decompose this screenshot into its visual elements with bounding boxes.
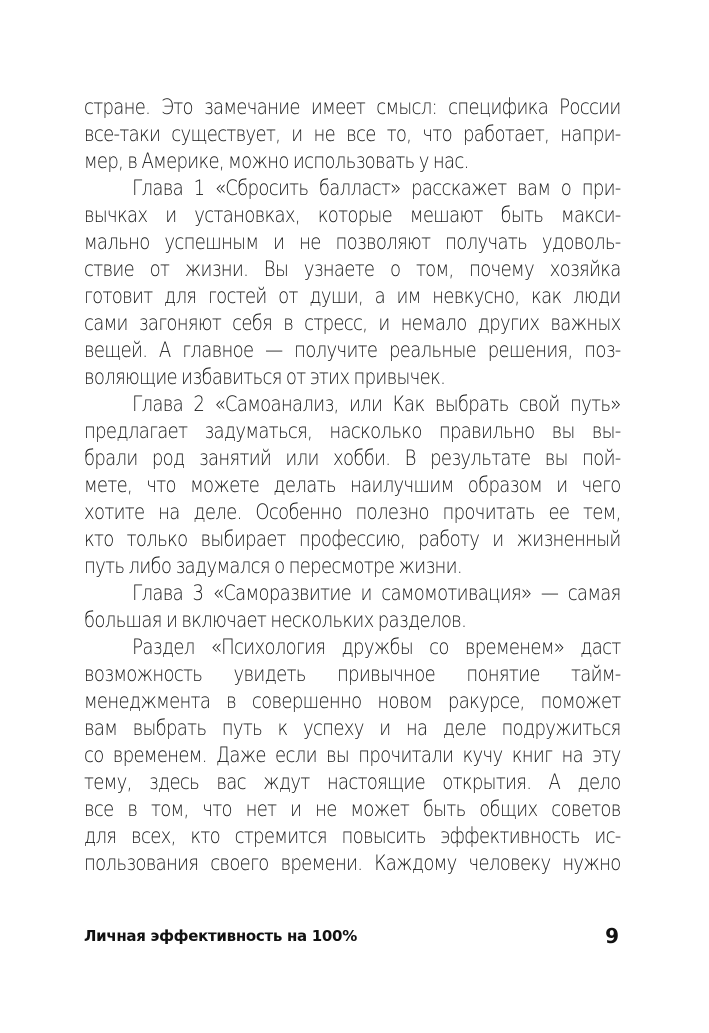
- text-line: большая и включает нескольких разделов.: [84, 608, 467, 632]
- page-footer: [84, 924, 621, 951]
- text-line: воляющие избавиться от этих привычек.: [84, 365, 446, 389]
- page-number: 9: [605, 924, 619, 948]
- text-line: вам выбрать путь к успеху и на деле подружиться: [84, 716, 621, 740]
- text-line: со временем. Даже если вы прочитали кучу книг на эту: [84, 743, 621, 767]
- text-line: ствие от жизни. Вы узнаете о том, почему хозяйка: [84, 257, 621, 281]
- text-line: менеджмента в совершенно новом ракурсе, поможет: [84, 689, 621, 713]
- text-line: Глава 3 «Саморазвитие и самомотивация» — самая: [132, 581, 621, 605]
- body-text: [84, 94, 621, 877]
- text-line: все в том, что нет и не может быть общих советов: [84, 797, 621, 821]
- text-line: Глава 2 «Самоанализ, или Как выбрать свой путь»: [132, 392, 621, 416]
- text-line: вещей. А главное — получите реальные решения, поз-: [84, 338, 621, 362]
- text-line: мер, в Америке, можно использовать у нас.: [84, 149, 469, 173]
- text-line: стране. Это замечание имеет смысл: специфика России: [84, 95, 621, 119]
- text-line: возможность увидеть привычное понятие тайм-: [84, 662, 621, 686]
- text-line: кто только выбирает профессию, работу и жизненный: [84, 527, 621, 551]
- text-line: вычках и установках, которые мешают быть макси-: [84, 203, 621, 227]
- text-line: хотите на деле. Особенно полезно прочитать ее тем,: [84, 500, 621, 524]
- text-line: тему, здесь вас ждут настоящие открытия. А дело: [84, 770, 621, 794]
- text-line: предлагает задуматься, насколько правильно вы вы-: [84, 419, 621, 443]
- text-line: для всех, кто стремится повысить эффективность ис-: [84, 824, 621, 848]
- text-line: пользования своего времени. Каждому человеку нужно: [84, 851, 621, 875]
- text-line: сами загоняют себя в стресс, и немало других важных: [84, 311, 621, 335]
- text-line: Глава 1 «Сбросить балласт» расскажет вам о при-: [132, 176, 621, 200]
- text-line: мете, что можете делать наилучшим образом и чего: [84, 473, 621, 497]
- text-line: готовит для гостей от души, а им невкусно, как люди: [84, 284, 621, 308]
- text-line: мально успешным и не позволяют получать удоволь-: [84, 230, 621, 254]
- text-line: брали род занятий или хобби. В результате вы пой-: [84, 446, 621, 470]
- text-line: путь либо задумался о пересмотре жизни.: [84, 554, 462, 578]
- running-title: Личная эффективность на 100%: [84, 927, 357, 945]
- text-line: все-таки существует, и не все то, что работает, напри-: [84, 122, 621, 146]
- text-line: Раздел «Психология дружбы со временем» даст: [132, 635, 621, 659]
